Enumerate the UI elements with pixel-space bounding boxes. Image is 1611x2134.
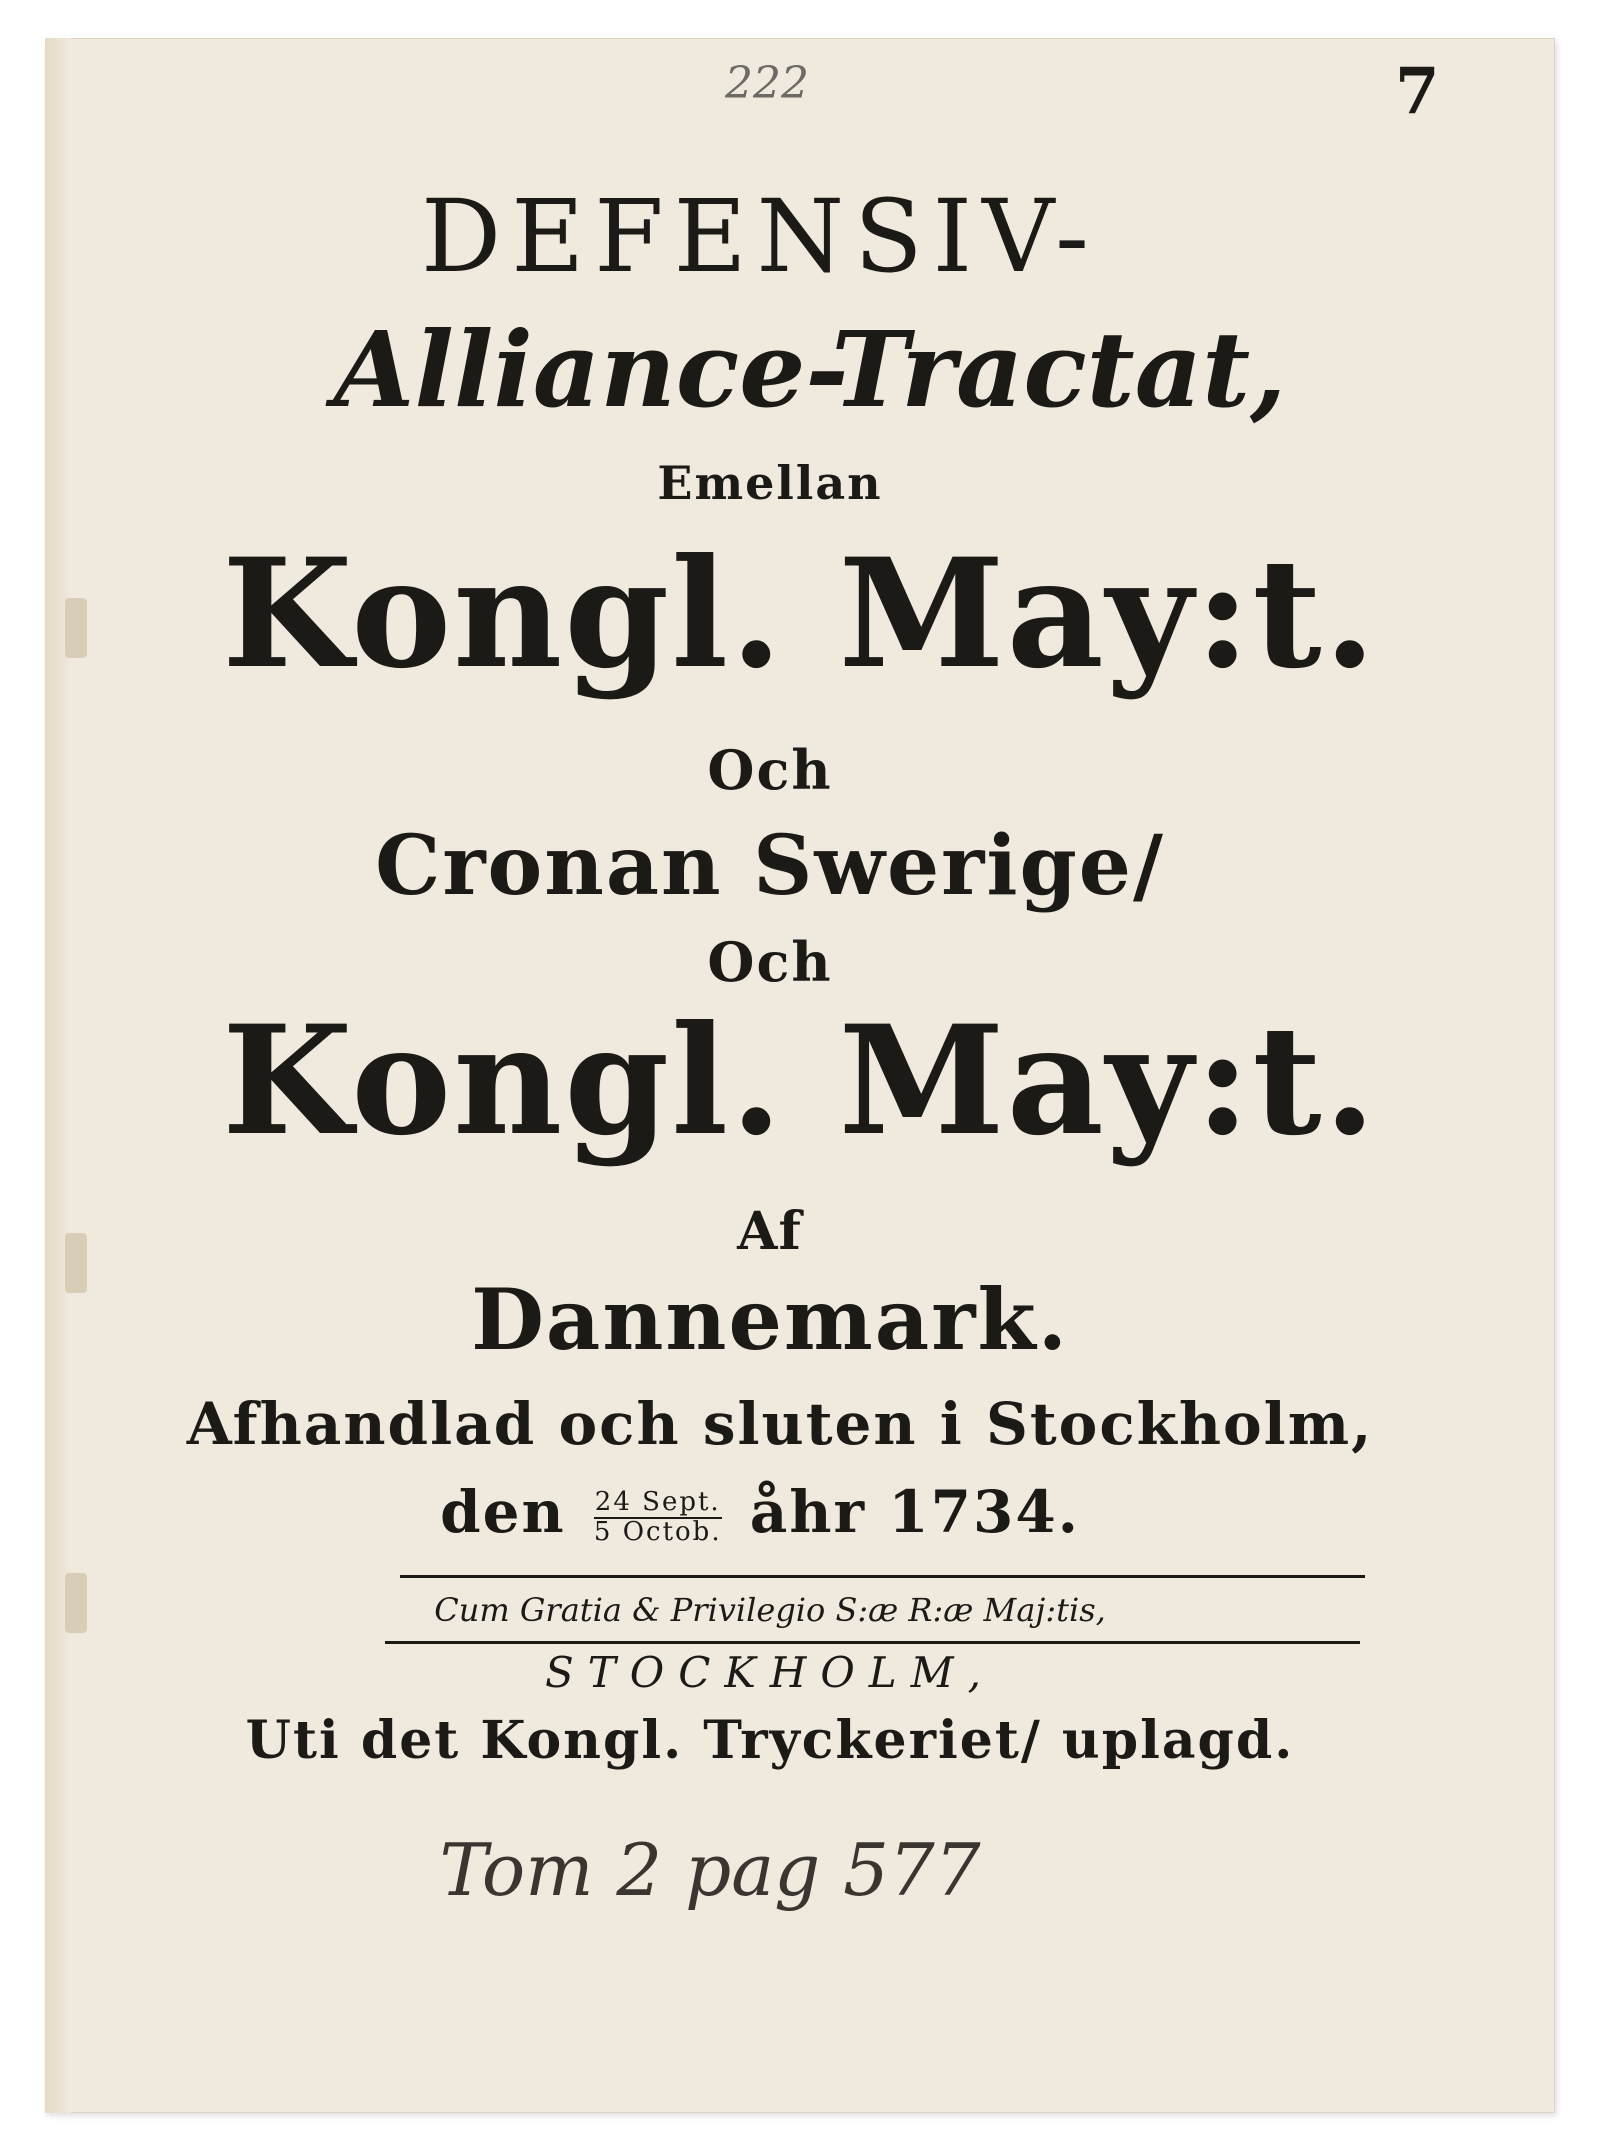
- af-text: Af: [737, 1201, 803, 1262]
- ink-archive-number: 7: [1395, 54, 1440, 129]
- emellan-text: Emellan: [657, 456, 883, 510]
- den-text: den: [440, 1478, 566, 1546]
- och-text-2: Och: [707, 930, 833, 994]
- divider-rule-bottom: [385, 1641, 1360, 1644]
- country-heading: Dannemark.: [471, 1270, 1069, 1369]
- pencil-archive-number: 222: [725, 58, 809, 109]
- title-line-1: DEFENSIV-: [421, 178, 1099, 295]
- document-page: [45, 38, 1555, 2113]
- date-new-style: 5 Octob.: [593, 1517, 722, 1547]
- divider-rule-top: [400, 1575, 1365, 1578]
- och-text-1: Och: [707, 738, 833, 802]
- handwritten-note: Tom 2 pag 577: [439, 1828, 981, 1912]
- date-line: [5, 1478, 1515, 1546]
- date-old-style: 24 Sept.: [594, 1487, 721, 1517]
- second-monarch-heading: Kongl. May:t.: [222, 993, 1378, 1169]
- privilege-text: Cum Gratia & Privilegio S:æ R:æ Maj:tis,: [434, 1591, 1106, 1629]
- date-fraction: [594, 1489, 722, 1545]
- first-monarch-heading: Kongl. May:t.: [222, 526, 1378, 702]
- crown-heading: Cronan Swerige/: [375, 818, 1165, 914]
- printer-text: Uti det Kongl. Tryckeriet/ uplagd.: [245, 1710, 1295, 1771]
- title-line-2: Alliance-Tractat,: [333, 308, 1287, 431]
- concluded-line: Afhandlad och sluten i Stockholm,: [186, 1390, 1374, 1458]
- imprint-city: STOCKHOLM,: [544, 1648, 996, 1697]
- year-text: åhr 1734.: [749, 1478, 1080, 1546]
